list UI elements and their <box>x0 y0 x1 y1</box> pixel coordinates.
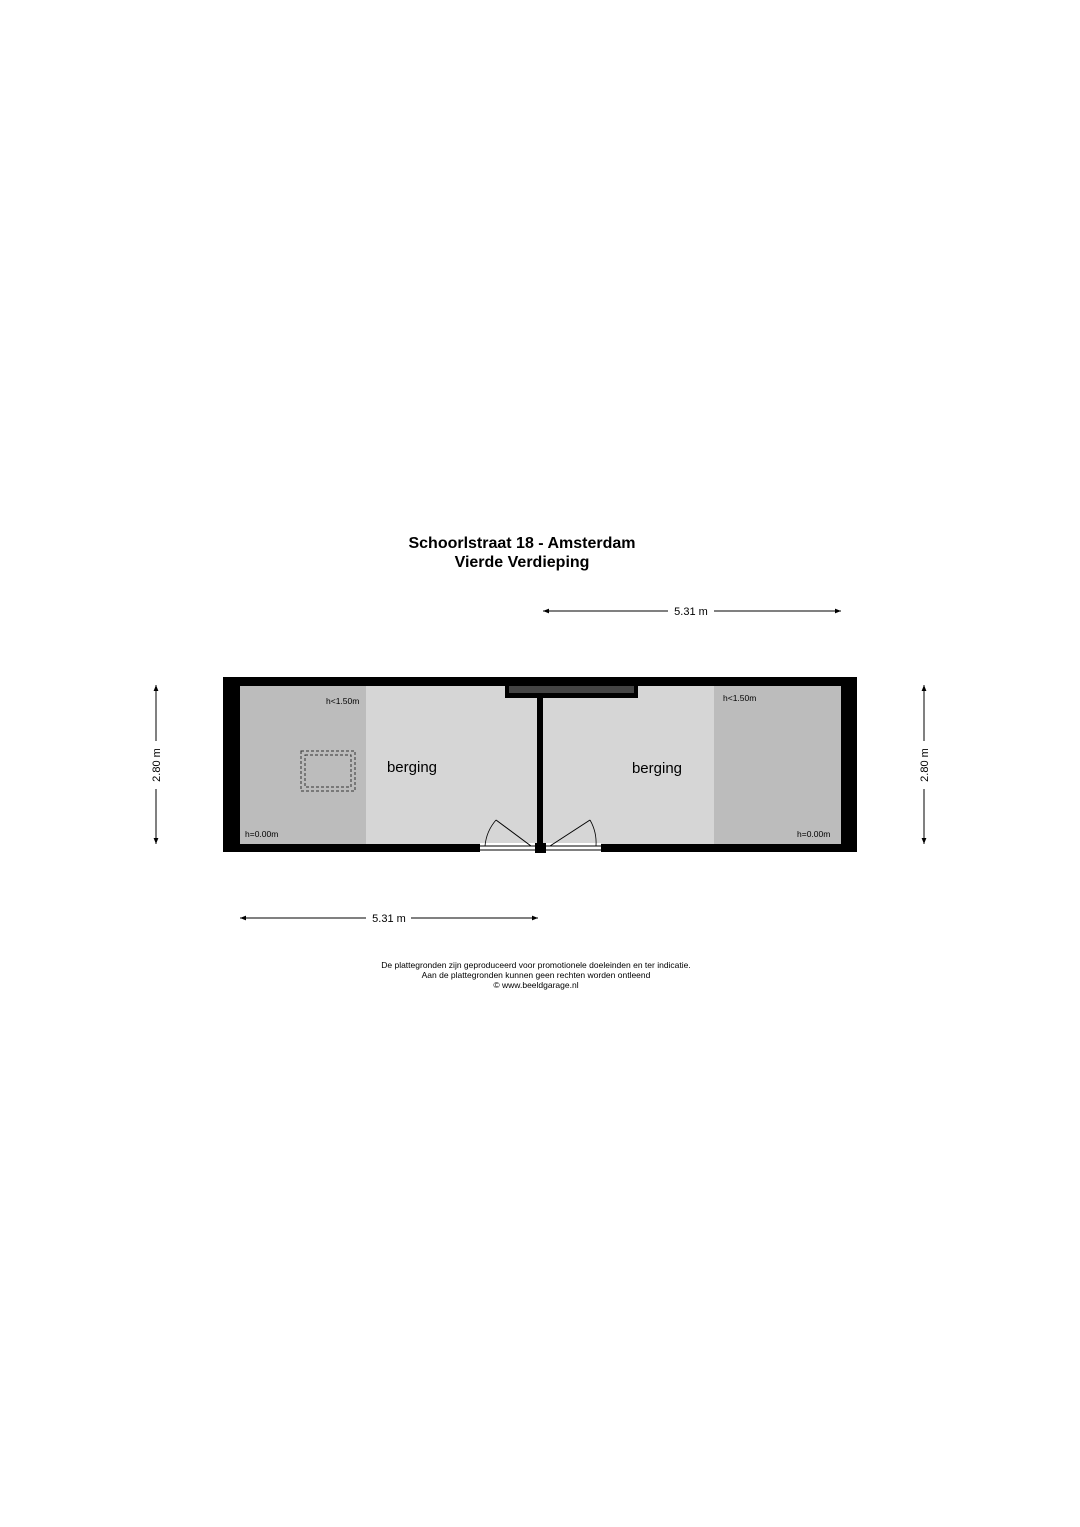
disclaimer-line-1: De plattegronden zijn geproduceerd voor promotionele doeleinden en ter indicatie. <box>381 960 691 970</box>
height-note-left: h=0.00m <box>245 829 279 839</box>
door-post <box>535 843 546 853</box>
ceiling-note-left: h<1.50m <box>326 696 360 706</box>
ceiling-note-right: h<1.50m <box>723 693 757 703</box>
floor-name: Vierde Verdieping <box>454 554 590 571</box>
chimney-inner <box>509 686 634 693</box>
plan-title: Schoorlstraat 18 - Amsterdam <box>408 535 636 552</box>
low-ceiling-zone-right <box>714 686 841 844</box>
room-label-right: berging <box>631 760 683 777</box>
disclaimer-line-2: Aan de plattegronden kunnen geen rechten worden ontleend <box>421 970 651 980</box>
height-note-right: h=0.00m <box>797 829 831 839</box>
dimension-right-label: 2.80 m <box>919 748 931 782</box>
dimension-left-label: 2.80 m <box>151 748 163 782</box>
copyright-line: © www.beeldgarage.nl <box>493 980 579 990</box>
low-ceiling-zone-left <box>240 686 366 844</box>
dimension-top-label: 5.31 m <box>674 606 708 618</box>
dimension-right <box>919 685 931 844</box>
room-label-left: berging <box>386 759 438 776</box>
dimension-bottom-label: 5.31 m <box>372 913 406 925</box>
dimension-left <box>151 685 163 844</box>
dimension-bottom <box>240 913 538 925</box>
dividing-wall <box>537 686 543 844</box>
dimension-top <box>543 606 841 618</box>
